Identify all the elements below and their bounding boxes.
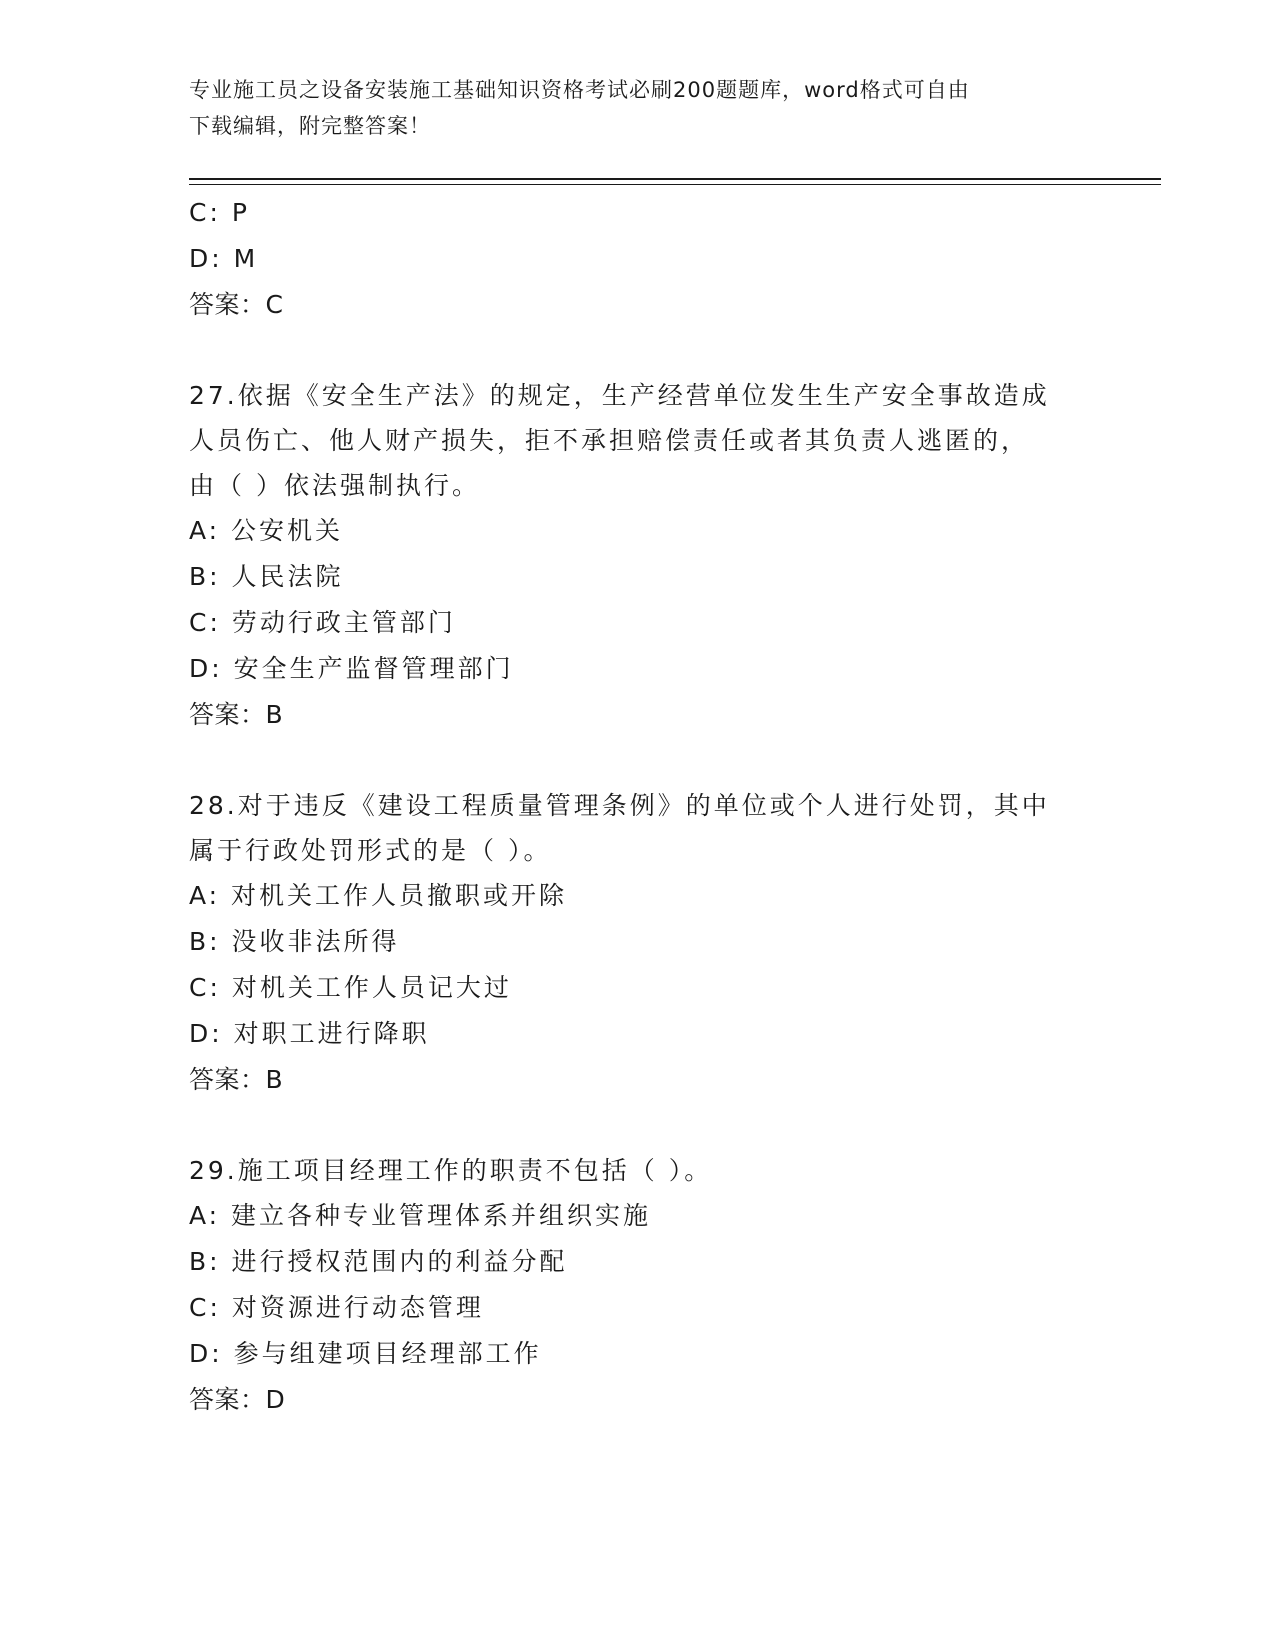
option-c: C: 对机关工作人员记大过: [189, 973, 512, 1002]
option-b: B: 没收非法所得: [189, 927, 400, 956]
option-d: D: M: [189, 244, 259, 273]
header-divider-thick: [189, 178, 1161, 180]
answer-line: 答案：B: [189, 1065, 284, 1094]
option-a: A: 公安机关: [189, 516, 344, 545]
option-b: B: 进行授权范围内的利益分配: [189, 1247, 568, 1276]
question-gap: [189, 1103, 1089, 1148]
question-list: [189, 190, 1089, 1423]
option-d: D: 安全生产监督管理部门: [189, 654, 514, 683]
option-d: D: 对职工进行降职: [189, 1019, 430, 1048]
stem-line: 29.施工项目经理工作的职责不包括（ ）。: [189, 1156, 713, 1185]
question-27: [189, 373, 1089, 738]
question-gap: [189, 738, 1089, 783]
answer-line: 答案：C: [189, 290, 284, 319]
option-d: D: 参与组建项目经理部工作: [189, 1339, 542, 1368]
answer-line: 答案：B: [189, 700, 284, 729]
question-stem: [189, 373, 1089, 508]
answer-line: 答案：D: [189, 1385, 286, 1414]
previous-question-tail: [189, 190, 1089, 328]
option-c: C: 劳动行政主管部门: [189, 608, 456, 637]
question-stem: [189, 1148, 1089, 1193]
option-a: A: 建立各种专业管理体系并组织实施: [189, 1201, 652, 1230]
option-a: A: 对机关工作人员撤职或开除: [189, 881, 568, 910]
stem-line: 人员伤亡、他人财产损失，拒不承担赔偿责任或者其负责人逃匿的，: [189, 426, 1030, 455]
question-28: [189, 783, 1089, 1103]
stem-line: 由（ ）依法强制执行。: [189, 471, 480, 500]
stem-line: 28.对于违反《建设工程质量管理条例》的单位或个人进行处罚，其中: [189, 791, 1050, 820]
option-c: C: 对资源进行动态管理: [189, 1293, 484, 1322]
stem-line: 属于行政处罚形式的是（ ）。: [189, 836, 552, 865]
header-line-2: 下载编辑，附完整答案！: [189, 114, 431, 138]
document-header: [189, 72, 1089, 144]
question-gap: [189, 328, 1089, 373]
header-divider-thin: [189, 184, 1161, 185]
option-c: C: P: [189, 198, 250, 227]
question-stem: [189, 783, 1089, 873]
stem-line: 27.依据《安全生产法》的规定，生产经营单位发生生产安全事故造成: [189, 381, 1050, 410]
header-line-1: 专业施工员之设备安装施工基础知识资格考试必刷200题题库，word格式可自由: [189, 78, 970, 102]
question-29: [189, 1148, 1089, 1423]
option-b: B: 人民法院: [189, 562, 344, 591]
